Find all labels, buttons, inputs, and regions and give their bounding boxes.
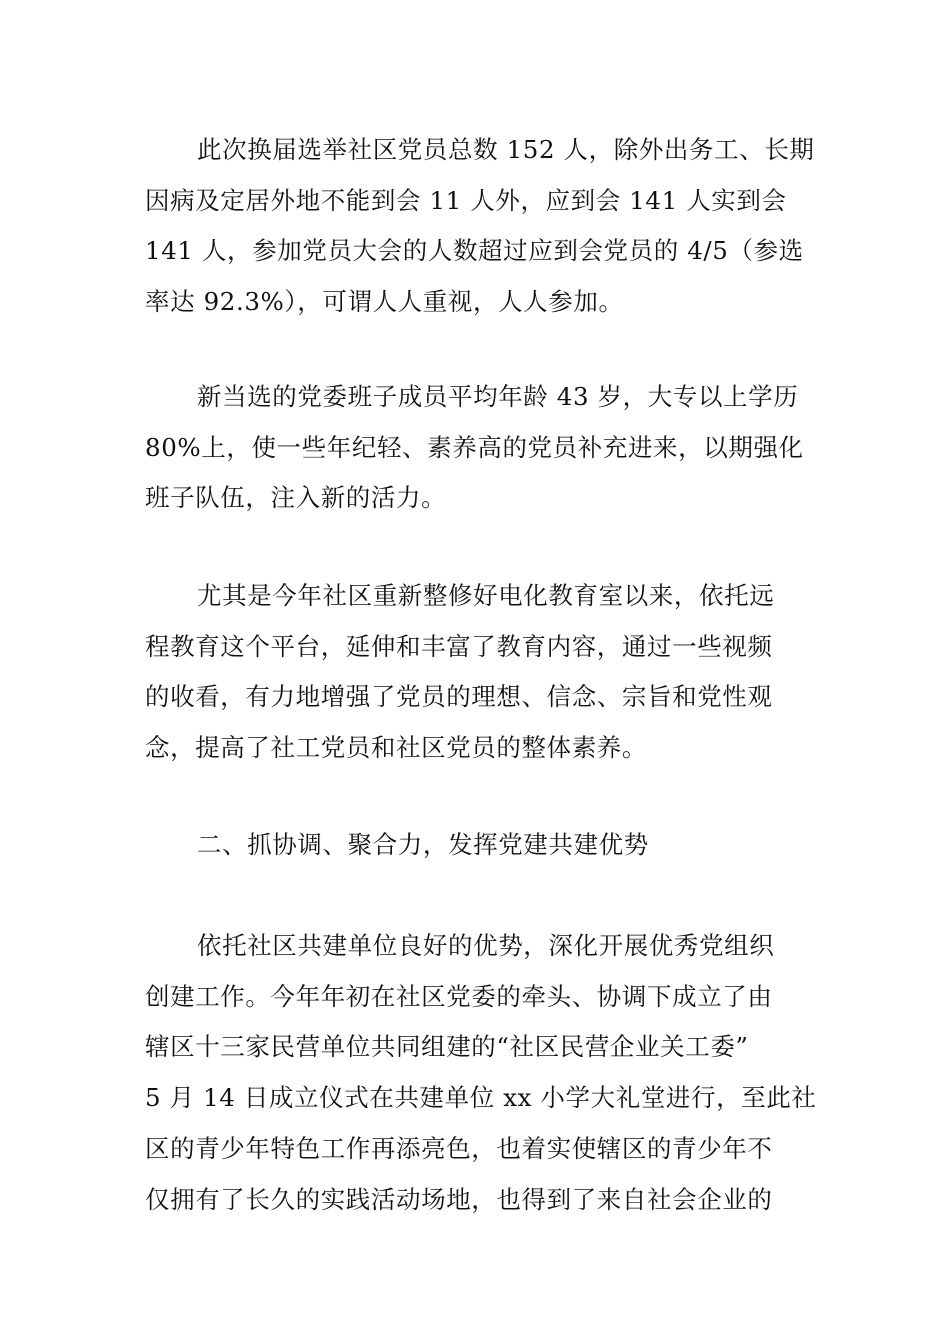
text-line: 的收看，有力地增强了党员的理想、信念、宗旨和党性观	[145, 682, 773, 712]
text-line: 念，提高了社工党员和社区党员的整体素养。	[145, 733, 647, 763]
text-line: 率达 92.3%），可谓人人重视，人人参加。	[145, 287, 624, 317]
text-line: 80%上，使一些年纪轻、素养高的党员补充进来，以期强化	[145, 432, 804, 462]
text-line: 班子队伍，注入新的活力。	[145, 483, 447, 513]
text-line: 仅拥有了长久的实践活动场地，也得到了来自社会企业的	[145, 1184, 773, 1214]
paragraph-remote-education	[145, 571, 809, 774]
text-line: 辖区十三家民营单位共同组建的“社区民营企业关工委”	[145, 1032, 749, 1062]
text-line: 依托社区共建单位良好的优势，深化开展优秀党组织	[197, 931, 775, 960]
text-line: 尤其是今年社区重新整修好电化教育室以来，依托远	[197, 581, 775, 610]
text-line: 此次换届选举社区党员总数 152 人，除外出务工、长期	[197, 135, 815, 164]
text-line: 创建工作。今年年初在社区党委的牵头、协调下成立了由	[145, 981, 773, 1011]
paragraph-new-committee	[145, 372, 809, 524]
text-line: 141 人，参加党员大会的人数超过应到会党员的 4/5（参选	[145, 236, 804, 266]
text-line: 新当选的党委班子成员平均年龄 43 岁，大专以上学历	[197, 382, 799, 411]
text-line: 程教育这个平台，延伸和丰富了教育内容，通过一些视频	[145, 631, 773, 661]
text-line: 5 月 14 日成立仪式在共建单位 xx 小学大礼堂进行，至此社	[145, 1083, 817, 1113]
section-heading: 二、抓协调、聚合力，发挥党建共建优势	[197, 830, 649, 859]
paragraph-co-construction	[145, 921, 817, 1225]
text-line: 因病及定居外地不能到会 11 人外，应到会 141 人实到会	[145, 185, 787, 215]
text-line: 区的青少年特色工作再添亮色，也着实使辖区的青少年不	[145, 1133, 773, 1163]
paragraph-election-stats	[145, 125, 815, 328]
